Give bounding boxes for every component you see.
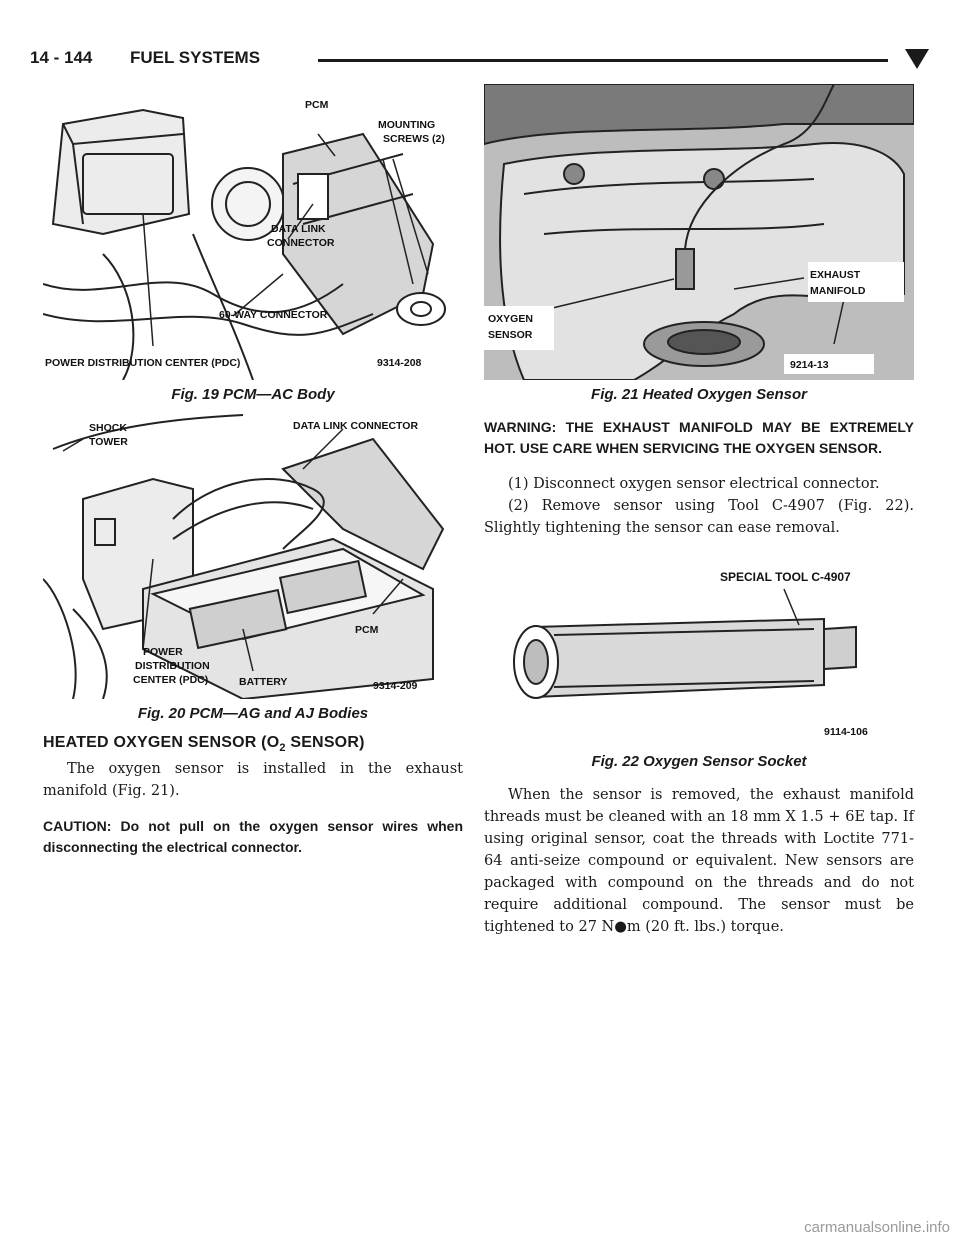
watermark: carmanualsonline.info xyxy=(804,1219,950,1236)
intro-paragraph: The oxygen sensor is installed in the exhaust manifold (Fig. 21). xyxy=(43,761,463,800)
final-paragraph: When the sensor is removed, the exhaust manifold threads must be cleaned with an 18 mm X 1.5 + 6E tap. If using original sensor, coat the threads with Loctite 771-64 anti-seize compound or equivalent. New sensors are packaged with compound on the threads and do not require additional compound. The sensor must be tightened to 27 N●m (20 ft. lbs.) torque. xyxy=(484,787,914,935)
figure-code: 9214-13 xyxy=(790,359,829,371)
right-column xyxy=(484,84,914,938)
label-data-link: DATA LINK CONNECTOR xyxy=(293,420,419,432)
label-center-pdc: CENTER (PDC) xyxy=(133,674,209,686)
label-power: POWER xyxy=(143,646,183,658)
header-rule xyxy=(318,59,888,62)
label-pcm: PCM xyxy=(355,624,379,636)
label-tower: TOWER xyxy=(89,436,128,448)
figure-code: 9314-209 xyxy=(373,680,418,692)
figure-20 xyxy=(43,409,463,722)
page-number: 14 - 144 xyxy=(30,48,93,67)
label-data-link-2: CONNECTOR xyxy=(267,237,335,249)
left-column xyxy=(43,84,463,872)
label-pdc: POWER DISTRIBUTION CENTER (PDC) xyxy=(45,357,241,369)
label-pcm: PCM xyxy=(305,99,329,111)
label-sensor: SENSOR xyxy=(488,329,533,341)
down-triangle-icon xyxy=(904,48,930,70)
label-mounting: MOUNTING xyxy=(378,119,436,131)
figure-21 xyxy=(484,84,914,403)
label-special-tool: SPECIAL TOOL C-4907 xyxy=(720,570,851,584)
figure-code: 9114-106 xyxy=(824,726,868,738)
figure-22-illustration xyxy=(484,557,914,747)
figure-21-illustration xyxy=(484,84,914,380)
step-1: (1) Disconnect oxygen sensor electrical connector. xyxy=(508,476,880,492)
label-battery: BATTERY xyxy=(239,676,288,688)
label-exhaust: EXHAUST xyxy=(810,269,861,281)
label-60-way: 60-WAY CONNECTOR xyxy=(219,309,328,321)
figure-21-caption: Fig. 21 Heated Oxygen Sensor xyxy=(591,386,807,403)
figure-19 xyxy=(43,84,463,403)
figure-20-illustration xyxy=(43,409,463,699)
figure-code: 9314-208 xyxy=(377,357,422,369)
section-heading: HEATED OXYGEN SENSOR ($O_2$ SENSOR) xyxy=(43,734,365,755)
figure-19-illustration xyxy=(43,84,463,380)
label-manifold: MANIFOLD xyxy=(810,285,866,297)
label-screws: SCREWS (2) xyxy=(383,133,445,145)
figure-22 xyxy=(484,557,914,770)
caution-note: CAUTION: Do not pull on the oxygen sensor wires when disconnecting the electrical connector. xyxy=(43,818,463,856)
section-title: FUEL SYSTEMS xyxy=(130,48,261,67)
figure-22-caption: Fig. 22 Oxygen Sensor Socket xyxy=(591,753,807,770)
label-shock: SHOCK xyxy=(89,422,127,434)
label-data-link-1: DATA LINK xyxy=(271,223,326,235)
page-header xyxy=(30,44,930,78)
label-oxygen: OXYGEN xyxy=(488,313,533,325)
figure-20-caption: Fig. 20 PCM—AG and AJ Bodies xyxy=(137,705,369,722)
figure-19-caption: Fig. 19 PCM—AC Body xyxy=(171,386,335,403)
step-2: (2) Remove sensor using Tool C-4907 (Fig. 22). Slightly tightening the sensor can ease removal. xyxy=(484,498,914,536)
warning-note: WARNING: THE EXHAUST MANIFOLD MAY BE EXTREMELY HOT. USE CARE WHEN SERVICING THE OXYGEN SENSOR. xyxy=(484,419,914,456)
label-distribution: DISTRIBUTION xyxy=(135,660,210,672)
